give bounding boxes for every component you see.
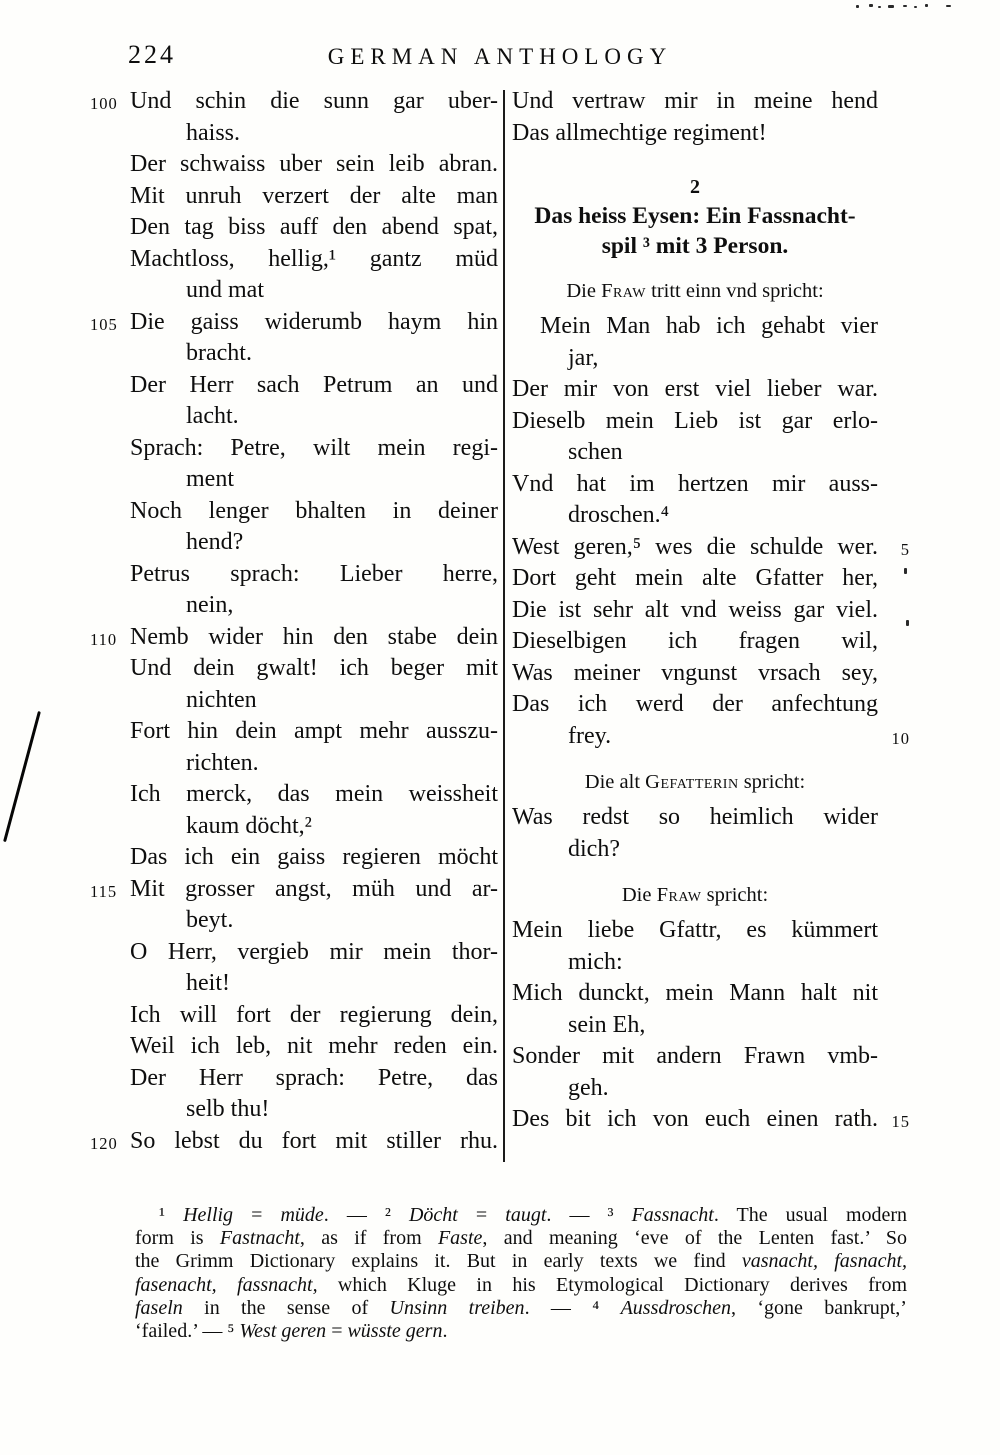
verse-row xyxy=(90,905,498,937)
verse-line: Den tag biss auff den abend spat, xyxy=(130,214,498,240)
line-number-gutter xyxy=(878,689,910,721)
line-number-gutter xyxy=(90,811,130,843)
line-number-gutter xyxy=(878,406,910,438)
line-number-gutter xyxy=(90,496,130,528)
poem-title-line: Das heiss Eysen: Ein Fassnacht- xyxy=(534,203,856,229)
line-number-gutter xyxy=(90,1094,130,1126)
verse-line: hend? xyxy=(186,529,244,555)
verse-row xyxy=(90,307,498,339)
verse-line: Die gaiss widerumb haym hin xyxy=(130,308,498,335)
page-number: 224 xyxy=(128,40,176,69)
verse-line: Die ist sehr alt vnd weiss gar viel. xyxy=(512,596,878,623)
verse-line: Mich dunckt, mein Mann halt nit xyxy=(512,980,878,1006)
line-number-gutter xyxy=(878,1073,910,1105)
verse-row xyxy=(512,834,910,866)
line-number-gutter xyxy=(90,1063,130,1095)
line-number-gutter xyxy=(90,212,130,244)
verse-line: sein Eh, xyxy=(568,1011,646,1038)
verse-line: haiss. xyxy=(186,119,240,146)
verse-line: jar, xyxy=(568,344,599,371)
verse-row xyxy=(512,437,910,469)
verse-row xyxy=(90,937,498,969)
scan-speck xyxy=(856,5,859,8)
line-number-gutter xyxy=(878,86,910,118)
verse-line: Des bit ich von euch einen rath. xyxy=(512,1106,878,1132)
verse-line: richten. xyxy=(186,749,259,776)
line-number-gutter xyxy=(90,748,130,780)
footnote-text: = xyxy=(326,1320,348,1343)
verse-row xyxy=(512,689,910,721)
line-number-gutter xyxy=(90,968,130,1000)
line-number-gutter xyxy=(90,685,130,717)
verse-row xyxy=(90,464,498,496)
verse-row xyxy=(90,1094,498,1126)
section-number: 2 xyxy=(690,176,700,198)
verse-line: Das ich ein gaiss regieren möcht xyxy=(130,844,498,870)
verse-line: Dort geht mein alte Gfatter her, xyxy=(512,565,878,591)
verse-row xyxy=(512,374,910,406)
stage-direction-text: spricht: xyxy=(738,771,806,793)
verse-line: Ich merck, das mein weissheit xyxy=(130,781,498,807)
verse-line: Petrus sprach: Lieber herre, xyxy=(130,560,498,587)
verse-row xyxy=(90,748,498,780)
verse-row xyxy=(90,338,498,370)
scan-speck xyxy=(869,4,873,7)
verse-line: Was redst so heimlich wider xyxy=(512,804,878,830)
line-number-gutter xyxy=(90,401,130,433)
stage-direction xyxy=(512,882,910,909)
verse-row xyxy=(90,653,498,685)
verse-line: Mein liebe Gfattr, es kümmert xyxy=(512,917,878,943)
verse-line: Und schin die sunn gar uber- xyxy=(130,88,498,114)
verse-line: Was meiner vngunst vrsach sey, xyxy=(512,659,878,686)
verse-row xyxy=(512,343,910,375)
footnote-line xyxy=(135,1250,907,1273)
verse-row xyxy=(512,658,910,690)
verse-line: droschen.⁴ xyxy=(568,502,670,528)
scan-speck xyxy=(914,6,917,8)
footnote-text: West geren xyxy=(239,1320,327,1343)
verse-row xyxy=(512,978,910,1010)
verse-row xyxy=(512,802,910,834)
verse-row xyxy=(90,559,498,591)
verse-line: Sonder mit andern Frawn vmb- xyxy=(512,1043,878,1069)
verse-line: Fort hin dein ampt mehr ausszu- xyxy=(130,718,498,744)
verse-row xyxy=(90,590,498,622)
verse-row xyxy=(90,244,498,276)
scan-speck xyxy=(888,5,894,8)
verse-line: nichten xyxy=(186,686,257,713)
verse-row xyxy=(512,118,910,150)
footnote-text: the Grimm Dictionary explains it. But in early texts we find xyxy=(135,1250,742,1273)
footnote-text: müde xyxy=(280,1204,324,1226)
speaker-name: Gefatterin xyxy=(645,771,739,793)
line-number-gutter xyxy=(90,275,130,307)
verse-line: lacht. xyxy=(186,403,239,429)
verse-line: Vnd hat im hertzen mir auss- xyxy=(512,470,878,497)
line-number-gutter xyxy=(90,779,130,811)
verse-line: Nemb wider hin den stabe dein xyxy=(130,623,498,650)
footnote-text: , and meaning ‘eve of the Lenten fast.’ So xyxy=(482,1227,907,1250)
line-number-gutter xyxy=(878,343,910,375)
line-number-gutter xyxy=(878,118,910,150)
line-number-gutter xyxy=(90,905,130,937)
footnote-text: Faste xyxy=(437,1227,483,1250)
line-number: 100 xyxy=(90,94,118,113)
scan-speck xyxy=(925,4,928,7)
footnote-text: fasenacht, fassnacht, xyxy=(135,1273,318,1296)
footnote-text: Fassnacht xyxy=(631,1204,714,1226)
verse-row xyxy=(512,311,910,343)
verse-line: Das allmechtige regiment! xyxy=(512,119,767,146)
verse-row xyxy=(512,86,910,118)
verse-row xyxy=(90,212,498,244)
verse-row xyxy=(90,811,498,843)
verse-line: frey. xyxy=(568,722,612,749)
verse-row xyxy=(90,1000,498,1032)
stage-direction xyxy=(512,278,910,305)
line-number: 105 xyxy=(90,314,118,334)
speaker-name: Fraw xyxy=(656,884,702,906)
verse-row xyxy=(90,622,498,654)
right-column xyxy=(512,86,910,1136)
line-number: 15 xyxy=(891,1112,910,1131)
verse-row xyxy=(512,532,910,564)
verse-row xyxy=(90,1126,498,1158)
verse-line: Und dein gwalt! ich beger mit xyxy=(130,655,498,681)
verse-line: Das ich werd der anfechtung xyxy=(512,691,878,717)
footnote-text: vasnacht, fasnacht, xyxy=(741,1250,907,1273)
verse-row xyxy=(512,915,910,947)
line-number-gutter xyxy=(878,834,910,866)
verse-row xyxy=(90,433,498,465)
line-number-gutter xyxy=(90,716,130,748)
verse-row xyxy=(512,947,910,979)
line-number-gutter xyxy=(878,437,910,469)
scan-scratch-mark xyxy=(3,711,40,842)
verse-line: Dieselbigen ich fragen wil, xyxy=(512,628,878,654)
line-number-gutter xyxy=(90,464,130,496)
verse-line: mich: xyxy=(568,948,623,975)
footnote-text: ¹ xyxy=(159,1204,184,1226)
footnote-text: Hellig xyxy=(183,1204,234,1226)
poem-title-line: spil ³ mit 3 Person. xyxy=(601,233,789,259)
verse-row xyxy=(512,626,910,658)
line-number: 110 xyxy=(90,629,118,649)
line-number-gutter xyxy=(878,311,910,343)
scan-speck xyxy=(904,568,907,574)
verse-line: Mit grosser angst, müh und ar- xyxy=(130,875,498,902)
line-number-gutter xyxy=(878,1010,910,1042)
verse-row xyxy=(90,401,498,433)
footnote-text: taugt xyxy=(505,1204,547,1226)
stage-direction-text: Die xyxy=(621,884,657,906)
line-number-gutter xyxy=(878,626,910,658)
verse-line: So lebst du fort mit stiller rhu. xyxy=(130,1127,498,1154)
footnotes-block xyxy=(135,1204,907,1343)
line-number-gutter xyxy=(90,338,130,370)
footnote-text: , as if from xyxy=(299,1227,438,1250)
verse-line: O Herr, vergieb mir mein thor- xyxy=(130,938,498,965)
verse-line: schen xyxy=(568,439,623,465)
line-number-gutter xyxy=(90,433,130,465)
verse-row xyxy=(90,496,498,528)
verse-line: Der mir von erst viel lieber war. xyxy=(512,376,878,402)
verse-line: kaum döcht,² xyxy=(186,812,312,839)
footnote-text: . — ² xyxy=(323,1204,409,1226)
verse-row xyxy=(90,1031,498,1063)
footnote-text: faseln xyxy=(135,1296,183,1319)
verse-line: dich? xyxy=(568,835,620,862)
verse-line: ment xyxy=(186,466,234,492)
footnote-text: Döcht xyxy=(408,1204,458,1226)
verse-line: Noch lenger bhalten in deiner xyxy=(130,497,498,524)
footnote-text: wüsste gern xyxy=(347,1320,443,1343)
footnote-text: = xyxy=(457,1204,506,1226)
verse-line: Ich will fort der regierung dein, xyxy=(130,1001,498,1028)
verse-line: Sprach: Petre, wilt mein regi- xyxy=(130,434,498,461)
line-number-gutter xyxy=(878,469,910,501)
stage-direction xyxy=(512,769,910,796)
verse-line: beyt. xyxy=(186,907,234,933)
line-number: 5 xyxy=(900,539,910,559)
line-number-gutter xyxy=(878,1041,910,1073)
line-number-gutter xyxy=(90,653,130,685)
verse-line: West geren,⁵ wes die schulde wer. xyxy=(512,533,878,560)
footnote-text: which Kluge in his Etymological Dictionary derives from xyxy=(317,1273,908,1296)
footnote-text: . — ³ xyxy=(546,1204,632,1226)
verse-row xyxy=(512,469,910,501)
line-number: 10 xyxy=(891,728,910,748)
scan-speck xyxy=(906,620,909,626)
footnote-line xyxy=(135,1227,907,1250)
footnote-text: . The usual modern xyxy=(713,1204,908,1226)
footnote-text: Aussdroschen xyxy=(620,1296,731,1319)
footnote-text: Unsinn treiben xyxy=(389,1296,525,1319)
line-number-gutter xyxy=(878,802,910,834)
footnote-text: . — ⁴ xyxy=(524,1296,621,1319)
scan-speck xyxy=(878,6,881,8)
line-number: 115 xyxy=(90,881,118,901)
verse-line: Und vertraw mir in meine hend xyxy=(512,88,878,114)
verse-row xyxy=(512,1010,910,1042)
footnote-text: Fastnacht xyxy=(219,1227,300,1250)
line-number-gutter xyxy=(90,1031,130,1063)
verse-row xyxy=(90,874,498,906)
footnote-text: in the sense of xyxy=(182,1296,390,1319)
verse-row xyxy=(90,275,498,307)
verse-line: Der Herr sach Petrum an und xyxy=(130,371,498,398)
verse-line: bracht. xyxy=(186,340,252,366)
verse-line: und mat xyxy=(186,277,264,303)
verse-line: nein, xyxy=(186,592,234,618)
line-number-gutter xyxy=(90,244,130,276)
line-number-gutter xyxy=(878,500,910,532)
footnote-text: . xyxy=(442,1320,448,1343)
line-number-gutter xyxy=(878,658,910,690)
verse-row xyxy=(90,86,498,118)
line-number-gutter xyxy=(90,590,130,622)
verse-row xyxy=(90,1063,498,1095)
footnote-line xyxy=(135,1274,907,1297)
line-number-gutter xyxy=(90,1000,130,1032)
line-number-gutter xyxy=(90,842,130,874)
line-number: 120 xyxy=(90,1133,118,1153)
verse-row xyxy=(90,118,498,150)
verse-line: geh. xyxy=(568,1074,609,1101)
verse-row xyxy=(512,595,910,627)
verse-line: Mein Man hab ich gehabt vier xyxy=(540,313,878,339)
verse-row xyxy=(512,1041,910,1073)
footnote-text: = xyxy=(233,1204,281,1226)
verse-row xyxy=(90,842,498,874)
footnote-line xyxy=(135,1320,907,1343)
stage-direction-text: Die alt xyxy=(584,771,646,793)
line-number-gutter xyxy=(90,149,130,181)
footnote-text: , ‘gone bankrupt,’ xyxy=(730,1296,907,1319)
verse-row xyxy=(90,527,498,559)
column-divider-rule xyxy=(503,90,505,1162)
verse-row xyxy=(512,1073,910,1105)
verse-row xyxy=(512,500,910,532)
verse-row xyxy=(90,181,498,213)
verse-row xyxy=(90,716,498,748)
line-number-gutter xyxy=(90,527,130,559)
footnote-line xyxy=(135,1297,907,1320)
verse-line: heit! xyxy=(186,970,230,996)
verse-row xyxy=(512,721,910,753)
line-number-gutter xyxy=(878,374,910,406)
verse-row xyxy=(90,149,498,181)
line-number-gutter xyxy=(90,937,130,969)
speaker-name: Fraw xyxy=(601,280,647,302)
scan-speck xyxy=(946,5,951,7)
line-number-gutter xyxy=(878,947,910,979)
verse-row xyxy=(512,1104,910,1136)
verse-line: selb thu! xyxy=(186,1096,270,1122)
verse-line: Der schwaiss uber sein leib abran. xyxy=(130,151,498,177)
verse-row xyxy=(90,685,498,717)
footnote-line xyxy=(135,1204,907,1227)
verse-line: Weil ich leb, nit mehr reden ein. xyxy=(130,1033,498,1059)
line-number-gutter xyxy=(90,559,130,591)
verse-line: Dieselb mein Lieb ist gar erlo- xyxy=(512,407,878,434)
line-number-gutter xyxy=(878,978,910,1010)
verse-line: Der Herr sprach: Petre, das xyxy=(130,1064,498,1091)
line-number-gutter xyxy=(90,370,130,402)
verse-row xyxy=(512,563,910,595)
verse-row xyxy=(90,968,498,1000)
stage-direction-text: Die xyxy=(566,280,602,302)
running-head-title: GERMAN ANTHOLOGY xyxy=(327,44,673,69)
footnote-text: ‘failed.’ — ⁵ xyxy=(135,1320,240,1343)
verse-row xyxy=(512,406,910,438)
verse-row xyxy=(90,779,498,811)
line-number-gutter xyxy=(90,118,130,150)
stage-direction-text: tritt einn vnd spricht: xyxy=(646,280,824,302)
verse-row xyxy=(90,370,498,402)
line-number-gutter xyxy=(878,915,910,947)
line-number-gutter xyxy=(90,181,130,213)
verse-line: Machtloss, hellig,¹ gantz müd xyxy=(130,245,498,272)
footnote-text: form is xyxy=(135,1227,220,1250)
verse-line: Mit unruh verzert der alte man xyxy=(130,182,498,209)
scan-speck xyxy=(903,5,907,7)
stage-direction-text: spricht: xyxy=(701,884,769,906)
left-column xyxy=(90,86,498,1157)
